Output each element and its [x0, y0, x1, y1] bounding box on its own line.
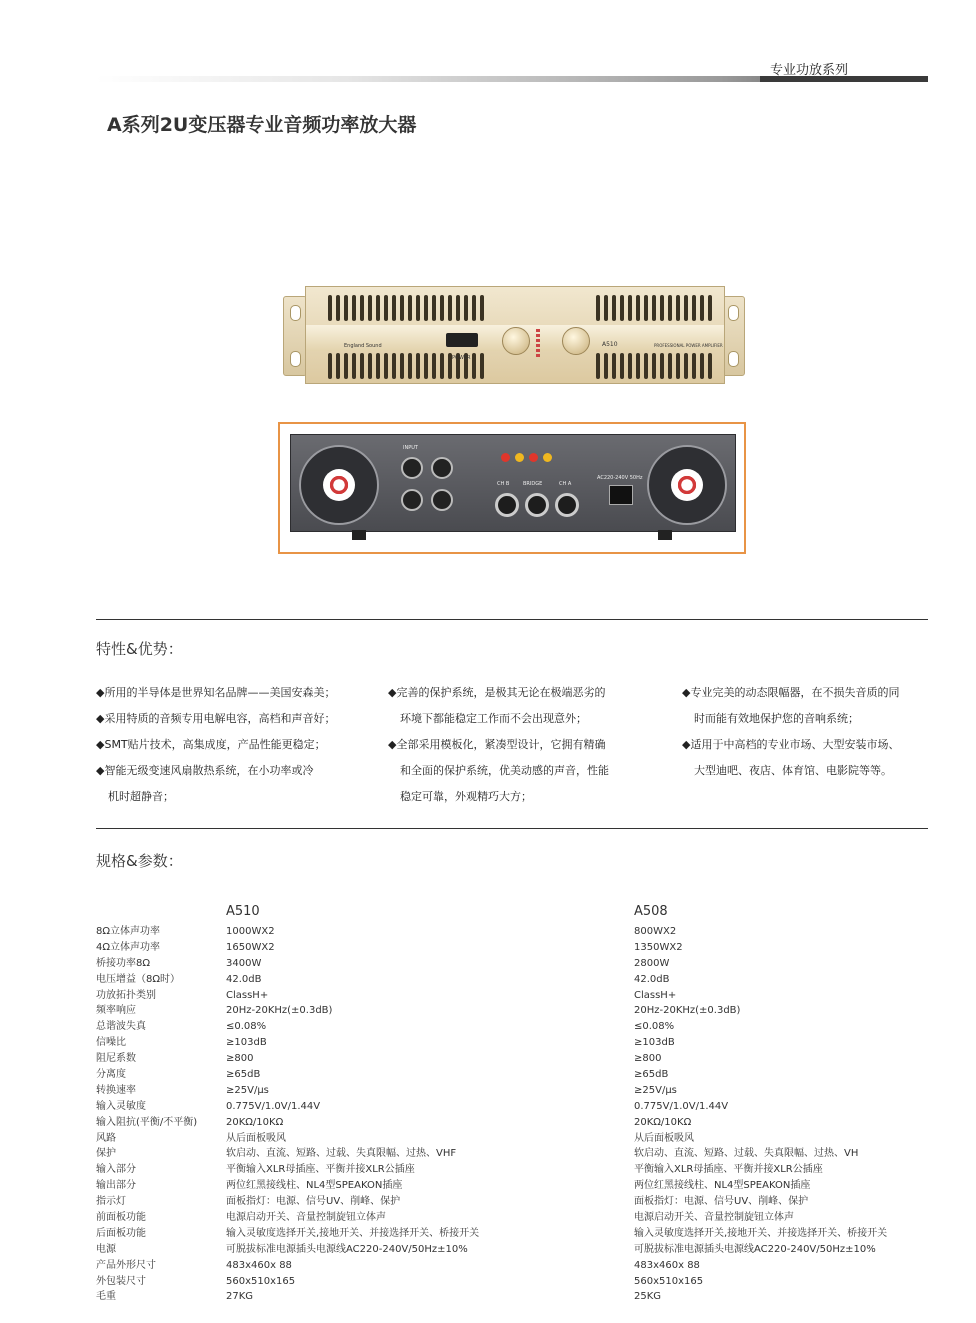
spec-label: 输入部分 [96, 1164, 136, 1176]
fan-right [647, 445, 727, 525]
spec-value-a510: 483x460x 88 [226, 1259, 292, 1271]
spec-value-a508: 2800W [634, 957, 670, 969]
spec-value-a510: 两位红黑接线柱、NL4型SPEAKON插座 [226, 1180, 403, 1192]
volume-knob-a [562, 327, 590, 355]
spec-label: 4Ω立体声功率 [96, 941, 161, 953]
spec-value-a508: ≥103dB [634, 1037, 675, 1049]
spec-value-a508: 电源启动开关、音量控制旋钮立体声 [634, 1212, 794, 1224]
spec-label: 输入灵敏度 [96, 1100, 146, 1112]
spec-value-a508: 560x510x165 [634, 1275, 704, 1287]
divider-top [96, 619, 928, 620]
divider-middle [96, 828, 928, 829]
spec-value-a510: 软启动、直流、短路、过载、失真限幅、过热、VHF [226, 1148, 457, 1160]
indicator-leds [536, 329, 550, 359]
features-column-3 [682, 680, 932, 784]
binding-post [529, 453, 538, 462]
front-tagline-text: PROFESSIONAL POWER AMPLIFIER [654, 343, 723, 348]
spec-value-a510: 42.0dB [226, 973, 262, 985]
feature-line: 时而能有效地保护您的音响系统； [694, 712, 859, 725]
spec-label: 桥接功率8Ω [96, 957, 151, 969]
feature-line: 稳定可靠，外观精巧大方； [400, 790, 532, 803]
spec-value-a508: 软启动、直流、短路、过载、失真限幅、过热、VH [634, 1148, 859, 1160]
spec-value-a508: 从后面板吸风 [634, 1132, 694, 1144]
volume-knob-b [502, 327, 530, 355]
spec-label: 产品外形尺寸 [96, 1259, 156, 1271]
xlr-input-b [401, 457, 423, 479]
series-tab: 专业功放系列 [770, 63, 849, 78]
spec-value-a508: ≤0.08% [634, 1021, 675, 1033]
feature-line: 机时超静音； [108, 790, 174, 803]
spec-value-a510: ≥65dB [226, 1069, 261, 1081]
spec-label: 指示灯 [96, 1196, 126, 1208]
input-label: INPUT [403, 445, 418, 451]
spec-value-a508: 可脱拔标准电源插头电源线AC220-240V/50Hz±10% [634, 1243, 876, 1255]
xlr-link-b [401, 489, 423, 511]
spec-value-a510: 电源启动开关、音量控制旋钮立体声 [226, 1212, 386, 1224]
spec-label: 总谐波失真 [96, 1021, 146, 1033]
spec-value-a508: 25KG [634, 1291, 662, 1303]
rack-ear-left [283, 296, 307, 376]
spec-value-a510: ≥800 [226, 1053, 254, 1065]
vent-grille-bottom-right [596, 353, 712, 379]
spec-value-a508: ≥800 [634, 1053, 662, 1065]
foot-left [352, 530, 366, 540]
spec-label: 分离度 [96, 1069, 126, 1081]
binding-post [515, 453, 524, 462]
amplifier-rear-image [278, 422, 746, 554]
xlr-input-a [431, 457, 453, 479]
spec-value-a508: 输入灵敏度选择开关,接地开关、并接选择开关、桥接开关 [634, 1227, 888, 1239]
xlr-link-a [431, 489, 453, 511]
feature-line: ◆专业完美的动态限幅器，在不损失音质的同 [682, 686, 900, 699]
specs-heading: 规格&参数： [96, 852, 183, 870]
spec-label: 电压增益（8Ω时） [96, 973, 181, 985]
ch-b-label: CH B [497, 481, 510, 487]
spec-value-a510: 1650WX2 [226, 941, 275, 953]
spec-value-a508: 20Hz-20KHz(±0.3dB) [634, 1005, 741, 1017]
spec-value-a508: ≥65dB [634, 1069, 669, 1081]
spec-label: 电源 [96, 1243, 116, 1255]
feature-line: ◆SMT贴片技术，高集成度，产品性能更稳定； [96, 738, 326, 751]
spec-value-a510: 输入灵敏度选择开关,接地开关、并接选择开关、桥接开关 [226, 1227, 480, 1239]
feature-line: ◆所用的半导体是世界知名品牌——美国安森美； [96, 686, 336, 699]
spec-value-a510: 3400W [226, 957, 262, 969]
spec-value-a510: ClassH+ [226, 989, 269, 1001]
binding-post [501, 453, 510, 462]
spec-value-a510: 560x510x165 [226, 1275, 296, 1287]
spec-value-a508: ClassH+ [634, 989, 677, 1001]
spec-value-a510: 1000WX2 [226, 926, 275, 937]
speakon-bridge [525, 493, 549, 517]
spec-label: 前面板功能 [96, 1212, 146, 1224]
spec-value-a508: 0.775V/1.0V/1.44V [634, 1100, 729, 1112]
spec-model-a510: A510 [226, 904, 260, 919]
spec-value-a508: 1350WX2 [634, 941, 683, 953]
spec-label: 功放拓扑类别 [96, 989, 156, 1001]
feature-line: ◆适用于中高档的专业市场、大型安装市场、 [682, 738, 900, 751]
ch-a-label: CH A [559, 481, 572, 487]
spec-a510-column [226, 924, 479, 1305]
spec-label: 输入阻抗(平衡/不平衡) [96, 1116, 198, 1128]
spec-label: 输出部分 [96, 1180, 136, 1192]
feature-line: 环境下都能稳定工作而不会出现意外； [400, 712, 587, 725]
spec-label-column [96, 924, 197, 1305]
vent-grille-top-right [596, 295, 712, 321]
spec-value-a510: 0.775V/1.0V/1.44V [226, 1100, 321, 1112]
spec-label: 毛重 [96, 1291, 116, 1303]
vent-grille-top-left [328, 295, 484, 321]
power-spec-label: AC220-240V 50Hz [597, 475, 643, 481]
power-switch [446, 333, 478, 347]
feature-line: 大型迪吧、夜店、体育馆、电影院等等。 [694, 764, 892, 777]
spec-value-a508: 483x460x 88 [634, 1259, 700, 1271]
spec-value-a510: 27KG [226, 1291, 254, 1303]
spec-a508-column [634, 924, 887, 1305]
spec-value-a510: ≥103dB [226, 1037, 267, 1049]
features-column-1 [96, 680, 376, 810]
spec-value-a508: 800WX2 [634, 926, 677, 937]
spec-value-a510: ≤0.08% [226, 1021, 267, 1033]
speakon-b [495, 493, 519, 517]
power-label: POWER [452, 355, 471, 361]
page-title: A系列2U变压器专业音频功率放大器 [107, 114, 417, 136]
spec-model-a508: A508 [634, 904, 668, 919]
spec-value-a508: ≥25V/μs [634, 1084, 677, 1096]
foot-right [658, 530, 672, 540]
bridge-label: BRIDGE [523, 481, 543, 487]
features-heading: 特性&优势： [96, 640, 183, 658]
binding-post [543, 453, 552, 462]
spec-value-a510: 平衡输入XLR母插座、平衡并接XLR公插座 [226, 1164, 415, 1176]
spec-label: 后面板功能 [96, 1227, 146, 1239]
spec-label: 频率响应 [96, 1005, 136, 1017]
spec-value-a510: 20KΩ/10KΩ [226, 1116, 284, 1128]
spec-label: 信噪比 [96, 1037, 126, 1049]
spec-value-a510: 面板指灯：电源、信号UV、削峰、保护 [226, 1196, 401, 1208]
fan-left [299, 445, 379, 525]
spec-value-a508: 20KΩ/10KΩ [634, 1116, 692, 1128]
spec-label: 8Ω立体声功率 [96, 926, 161, 937]
spec-value-a508: 面板指灯：电源、信号UV、削峰、保护 [634, 1196, 809, 1208]
front-model-text: A510 [602, 341, 618, 348]
spec-value-a510: 可脱拔标准电源插头电源线AC220-240V/50Hz±10% [226, 1243, 468, 1255]
feature-line: 和全面的保护系统，优美动感的声音，性能 [400, 764, 609, 777]
spec-value-a508: 两位红黑接线柱、NL4型SPEAKON插座 [634, 1180, 811, 1192]
amplifier-front-image [283, 282, 745, 390]
spec-value-a510: ≥25V/μs [226, 1084, 269, 1096]
spec-value-a508: 42.0dB [634, 973, 670, 985]
front-panel-body [305, 286, 725, 384]
spec-value-a510: 20Hz-20KHz(±0.3dB) [226, 1005, 333, 1017]
spec-label: 阻尼系数 [96, 1053, 136, 1065]
spec-value-a508: 平衡输入XLR母插座、平衡并接XLR公插座 [634, 1164, 823, 1176]
feature-line: ◆完善的保护系统，是极其无论在极端恶劣的 [388, 686, 606, 699]
rear-panel-body [290, 434, 736, 532]
spec-label: 风路 [96, 1132, 116, 1144]
spec-label: 外包装尺寸 [96, 1275, 146, 1287]
front-brand-text: England Sound [344, 343, 382, 349]
spec-label: 转换速率 [96, 1084, 136, 1096]
feature-line: ◆全部采用模板化，紧凑型设计，它拥有精确 [388, 738, 606, 751]
features-column-2 [388, 680, 668, 810]
spec-label: 保护 [96, 1148, 116, 1160]
power-inlet [609, 485, 633, 505]
feature-line: ◆智能无级变速风扇散热系统，在小功率或冷 [96, 764, 314, 777]
spec-value-a510: 从后面板吸风 [226, 1132, 286, 1144]
speakon-a [555, 493, 579, 517]
feature-line: ◆采用特质的音频专用电解电容，高档和声音好； [96, 712, 336, 725]
